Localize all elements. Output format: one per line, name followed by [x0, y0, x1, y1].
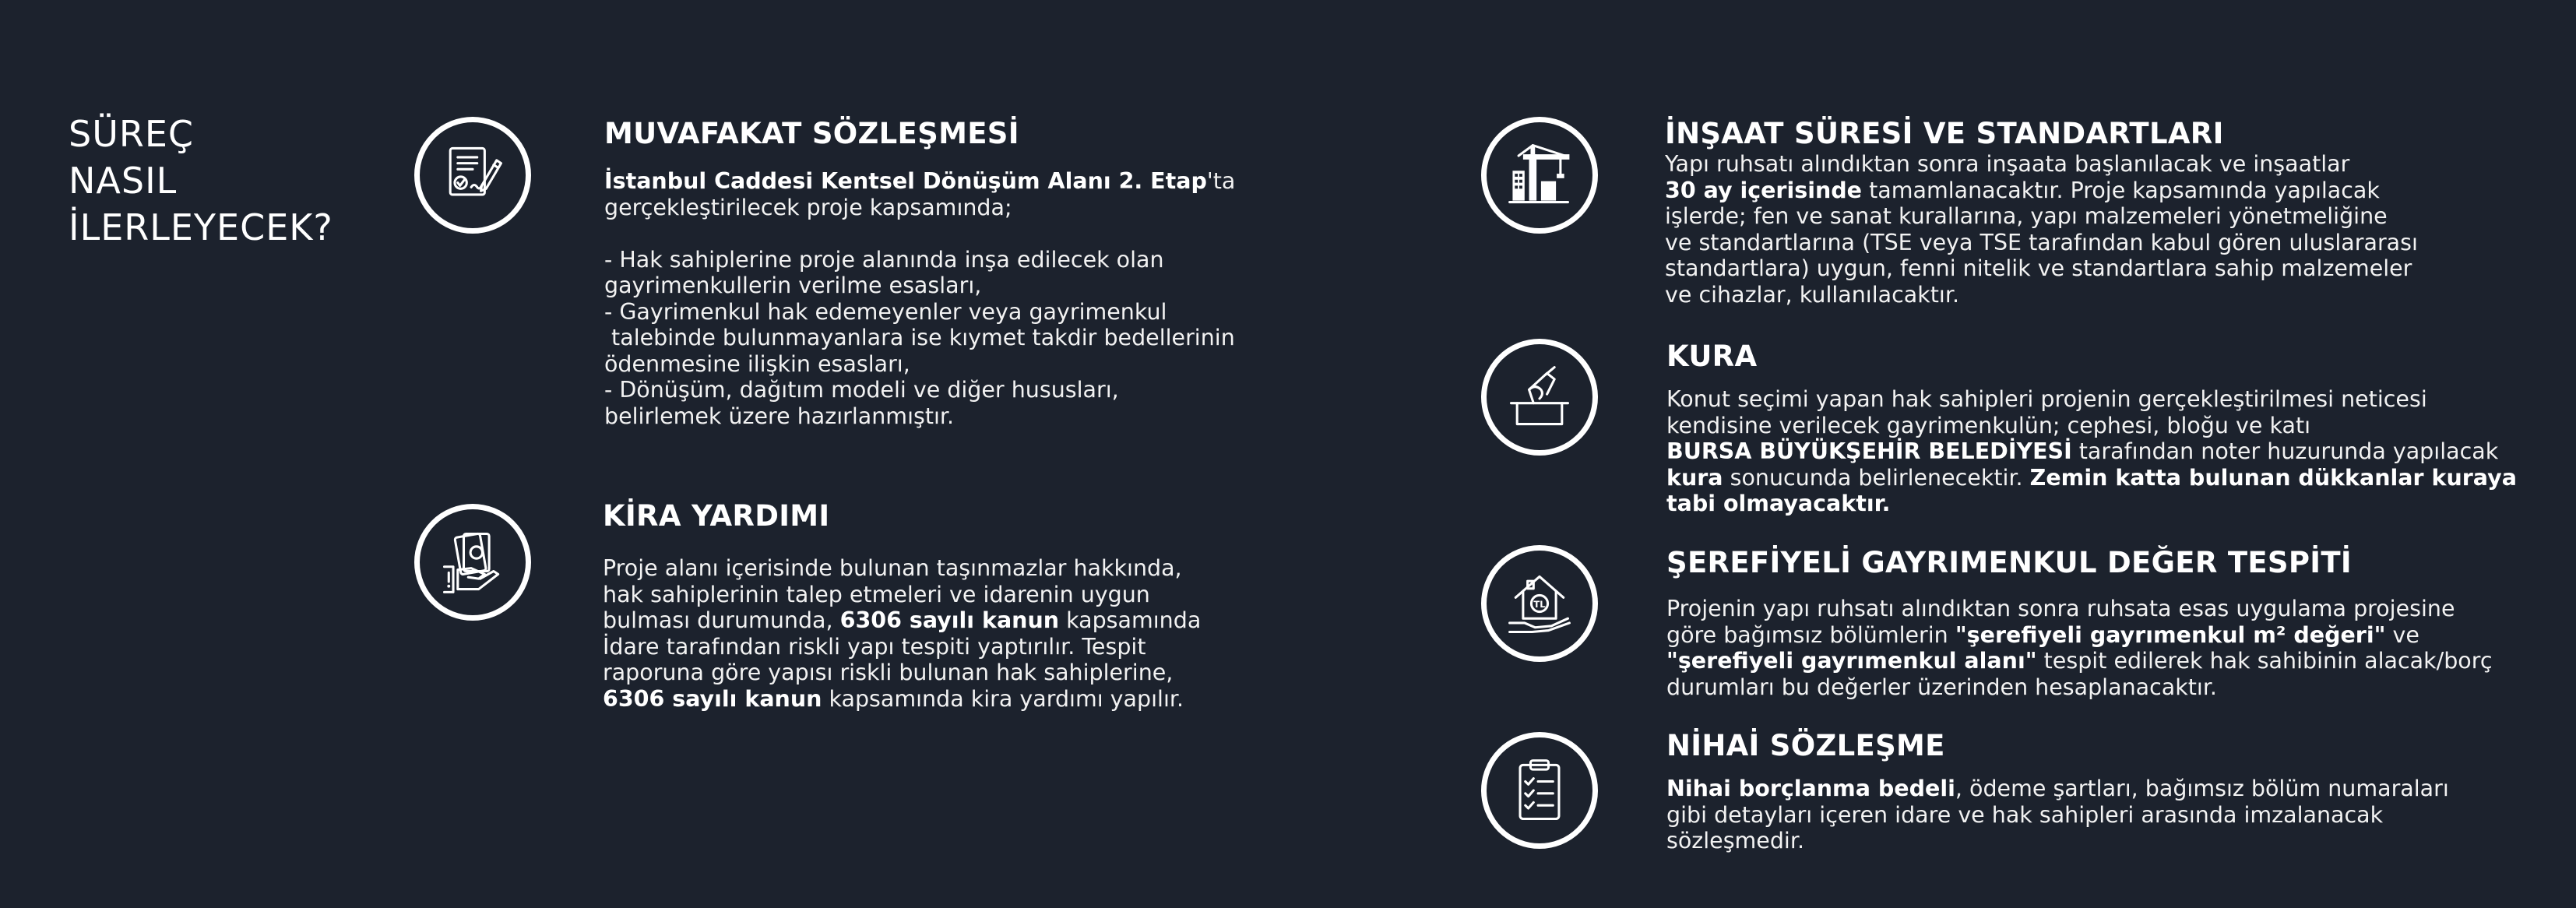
- section-body: Proje alanı içerisinde bulunan taşınmazlar hakkında, hak sahiplerinin talep etmeleri ve idarenin uygun bulması durumunda, 6306 sayılı kanun kapsamında İdare tarafından riskli yapı tespiti yaptırılır. Tespit raporuna göre yapısı riskli bulunan hak sahiplerine, 6306 sayılı kanun kapsamında kira yardımı yapılır.: [603, 555, 1202, 712]
- section-title: NİHAİ SÖZLEŞME: [1666, 729, 1945, 762]
- section-title: İNŞAAT SÜRESİ VE STANDARTLARI: [1665, 117, 2224, 150]
- section-body: Konut seçimi yapan hak sahipleri projenin gerçekleştirilmesi neticesi kendisine verilecek gayrimenkulün; cephesi, bloğu ve katı BURSA BÜYÜKŞEHİR BELEDİYESİ tarafından noter huzurunda yapılacak kura sonucunda belirlenecektir. Zemin katta bulunan dükkanlar kuraya tabi olmayacaktır.: [1666, 386, 2517, 516]
- process-heading: [69, 111, 333, 251]
- svg-text:TL: TL: [1533, 598, 1546, 610]
- checklist-clipboard-icon: [1481, 732, 1598, 849]
- section-muvafakat: [604, 117, 1235, 429]
- process-heading-line-3: İLERLEYECEK?: [69, 206, 333, 248]
- section-kura: [1666, 340, 2517, 517]
- project-name: İstanbul Caddesi Kentsel Dönüşüm Alanı 2. Etap: [604, 168, 1207, 194]
- process-heading-line-1: SÜREÇ: [69, 113, 195, 155]
- construction-crane-icon: [1481, 117, 1598, 234]
- ballot-box-icon: [1481, 339, 1598, 456]
- section-body: Nihai borçlanma bedeli, ödeme şartları, bağımsız bölüm numaraları gibi detayları içeren idare ve hak sahipleri arasında imzalanacak sözleşmedir.: [1666, 776, 2449, 853]
- section-body: Projenin yapı ruhsatı alındıktan sonra ruhsata esas uygulama projesine göre bağımsız bölümlerin "şerefiyeli gayrımenkul m² değeri" ve "şerefiyeli gayrımenkul alanı" tespit edilerek hak sahibinin alacak/borç durumları bu değerler üzerinden hesaplanacaktır.: [1666, 596, 2493, 700]
- section-insaat: [1665, 117, 2418, 308]
- section-title: KURA: [1666, 340, 1758, 373]
- house-value-hand-icon: [1481, 545, 1598, 662]
- section-title: ŞEREFİYELİ GAYRIMENKUL DEĞER TESPİTİ: [1666, 546, 2352, 579]
- section-nihai: [1666, 729, 2449, 854]
- rent-aid-money-hand-icon: [414, 504, 531, 621]
- section-title: MUVAFAKAT SÖZLEŞMESİ: [604, 117, 1019, 150]
- contract-signing-icon: [414, 117, 531, 234]
- process-heading-line-2: NASIL: [69, 160, 178, 202]
- section-kira: [603, 499, 1201, 712]
- section-title: KİRA YARDIMI: [603, 499, 830, 533]
- section-body: Yapı ruhsatı alındıktan sonra inşaata başlanılacak ve inşaatlar 30 ay içerisinde tamamlanacaktır. Proje kapsamında yapılacak işlerde; fen ve sanat kurallarına, yapı malzemeleri yönetmeliğine ve standartlarına (TSE veya TSE tarafından kabul gören uluslararası standartlara) uygun, fenni nitelik ve standartlara sahip malzemeler ve cihazlar, kullanılacaktır.: [1665, 151, 2418, 308]
- section-serefiye: [1666, 546, 2493, 700]
- section-body: İstanbul Caddesi Kentsel Dönüşüm Alanı 2. Etap'ta gerçekleştirilecek proje kapsamında; - Hak sahiplerine proje alanında inşa edilecek olan gayrimenkullerin verilme esasları, - Gayrimenkul hak edemeyenler veya gayrimenkul talebinde bulunmayanlara ise kıymet takdir bedellerinin ödenmesine ilişkin esasları, - Dönüşüm, dağıtım modeli ve diğer hususları, belirlemek üzere hazırlanmıştır.: [604, 168, 1236, 429]
